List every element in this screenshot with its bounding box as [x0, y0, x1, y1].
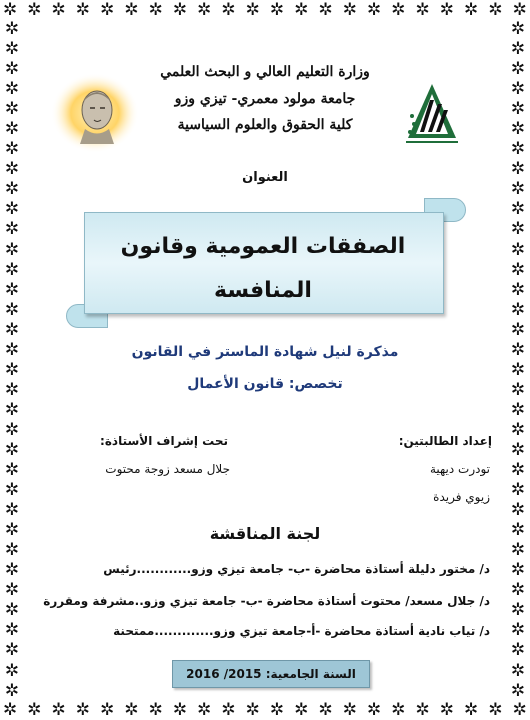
border-star-icon: ✲ — [318, 0, 333, 20]
border-star-icon: ✲ — [510, 139, 526, 160]
border-star-icon: ✲ — [51, 0, 66, 20]
border-star-icon: ✲ — [4, 139, 20, 160]
border-star-icon: ✲ — [4, 500, 20, 521]
border-star-icon: ✲ — [510, 500, 526, 521]
title-label: العنوان — [242, 170, 288, 185]
border-star-icon: ✲ — [172, 0, 188, 20]
border-star-icon: ✲ — [4, 259, 20, 280]
university-name: جامعة مولود معمري- تيزي وزو — [174, 91, 356, 107]
border-bottom — [0, 700, 530, 720]
committee-member-3: د/ تياب نادية أستاذة محاضرة -أ-جامعة تيزي وزو.............ممتحنة — [113, 624, 490, 638]
border-star-icon: ✲ — [4, 580, 20, 601]
border-star-icon: ✲ — [4, 560, 20, 581]
border-star-icon: ✲ — [510, 600, 526, 621]
border-star-icon: ✲ — [4, 219, 20, 240]
border-star-icon: ✲ — [510, 680, 526, 701]
border-star-icon: ✲ — [4, 119, 20, 140]
border-star-icon: ✲ — [512, 0, 527, 20]
border-star-icon: ✲ — [100, 700, 115, 720]
border-star-icon: ✲ — [510, 620, 526, 641]
border-star-icon: ✲ — [391, 700, 406, 720]
border-star-icon: ✲ — [197, 700, 212, 720]
border-star-icon: ✲ — [75, 0, 91, 20]
students-label: إعداد الطالبتين: — [398, 434, 492, 448]
border-star-icon: ✲ — [27, 0, 42, 20]
university-logo — [402, 80, 462, 146]
border-star-icon: ✲ — [510, 520, 526, 541]
border-star-icon: ✲ — [510, 560, 526, 581]
border-star-icon: ✲ — [4, 399, 20, 420]
border-star-icon: ✲ — [510, 19, 526, 39]
ministry-name: وزارة التعليم العالي و البحث العلمي — [160, 64, 370, 80]
border-star-icon: ✲ — [4, 520, 20, 541]
border-star-icon: ✲ — [439, 0, 455, 20]
border-star-icon: ✲ — [342, 700, 357, 720]
border-star-icon: ✲ — [488, 700, 503, 720]
border-star-icon: ✲ — [510, 339, 526, 360]
border-star-icon: ✲ — [510, 399, 526, 420]
border-top — [0, 0, 530, 20]
border-star-icon: ✲ — [366, 700, 382, 720]
border-star-icon: ✲ — [27, 700, 42, 720]
academic-year: السنة الجامعية: 2015/ 2016 — [186, 667, 356, 681]
student-name-1: تودرت ديهية — [429, 462, 490, 476]
border-star-icon: ✲ — [510, 359, 526, 380]
border-star-icon: ✲ — [510, 199, 526, 220]
border-star-icon: ✲ — [512, 700, 527, 720]
border-star-icon: ✲ — [415, 700, 430, 720]
border-star-icon: ✲ — [391, 0, 406, 20]
committee-member-1: د/ مختور دليلة أستاذة محاضرة -ب- جامعة تيزي وزو............رئيس — [103, 562, 490, 576]
border-star-icon: ✲ — [342, 0, 357, 20]
student-name-2: زيوي فريدة — [433, 490, 490, 504]
border-star-icon: ✲ — [510, 419, 526, 440]
border-star-icon: ✲ — [510, 299, 526, 320]
border-star-icon: ✲ — [4, 339, 20, 360]
border-star-icon: ✲ — [3, 0, 18, 20]
portrait-logo — [50, 72, 140, 154]
border-star-icon: ✲ — [4, 19, 20, 39]
border-star-icon: ✲ — [294, 700, 309, 720]
thesis-title-line1: الصفقات العمومية وقانون — [120, 234, 406, 259]
border-star-icon: ✲ — [366, 0, 382, 20]
border-star-icon: ✲ — [4, 319, 20, 340]
border-star-icon: ✲ — [510, 99, 526, 120]
border-star-icon: ✲ — [245, 0, 260, 20]
supervisor-name: جلال مسعد زوجة محتوت — [105, 462, 230, 476]
border-star-icon: ✲ — [510, 79, 526, 100]
border-star-icon: ✲ — [510, 119, 526, 140]
thesis-title-line2: المنافسة — [214, 278, 312, 303]
title-scroll-banner — [66, 198, 466, 328]
border-star-icon: ✲ — [294, 0, 309, 20]
border-star-icon: ✲ — [464, 700, 479, 720]
border-star-icon: ✲ — [510, 580, 526, 601]
border-star-icon: ✲ — [3, 700, 18, 720]
border-star-icon: ✲ — [4, 480, 20, 501]
border-star-icon: ✲ — [4, 660, 20, 681]
border-star-icon: ✲ — [4, 199, 20, 220]
border-star-icon: ✲ — [4, 79, 20, 100]
border-star-icon: ✲ — [439, 700, 455, 720]
border-star-icon: ✲ — [510, 379, 526, 400]
border-star-icon: ✲ — [510, 219, 526, 240]
border-left — [2, 20, 22, 700]
border-star-icon: ✲ — [4, 39, 20, 60]
border-star-icon: ✲ — [510, 480, 526, 501]
border-star-icon: ✲ — [148, 0, 163, 20]
border-star-icon: ✲ — [4, 540, 20, 561]
border-star-icon: ✲ — [510, 179, 526, 200]
border-star-icon: ✲ — [510, 319, 526, 340]
border-star-icon: ✲ — [4, 439, 20, 460]
border-star-icon: ✲ — [221, 700, 236, 720]
border-star-icon: ✲ — [4, 179, 20, 200]
border-right — [508, 20, 528, 700]
border-star-icon: ✲ — [100, 0, 115, 20]
degree-line: مذكرة لنيل شهادة الماستر في القانون — [131, 344, 399, 360]
border-star-icon: ✲ — [4, 279, 20, 300]
border-star-icon: ✲ — [148, 700, 163, 720]
border-star-icon: ✲ — [510, 460, 526, 481]
border-star-icon: ✲ — [75, 700, 91, 720]
border-star-icon: ✲ — [4, 640, 20, 661]
border-star-icon: ✲ — [51, 700, 66, 720]
border-star-icon: ✲ — [4, 600, 20, 621]
border-star-icon: ✲ — [4, 680, 20, 701]
border-star-icon: ✲ — [4, 59, 20, 80]
border-star-icon: ✲ — [488, 0, 503, 20]
border-star-icon: ✲ — [510, 540, 526, 561]
border-star-icon: ✲ — [124, 700, 139, 720]
border-star-icon: ✲ — [4, 419, 20, 440]
border-star-icon: ✲ — [4, 460, 20, 481]
committee-member-2: د/ جلال مسعد/ محتوت أستاذة محاضرة -ب- جامعة تيزي وزو..مشرفة ومقررة — [43, 594, 490, 608]
border-star-icon: ✲ — [510, 660, 526, 681]
border-star-icon: ✲ — [4, 379, 20, 400]
faculty-name: كلية الحقوق والعلوم السياسية — [177, 117, 353, 133]
border-star-icon: ✲ — [269, 0, 285, 20]
border-star-icon: ✲ — [510, 239, 526, 260]
border-star-icon: ✲ — [4, 239, 20, 260]
border-star-icon: ✲ — [510, 640, 526, 661]
border-star-icon: ✲ — [245, 700, 260, 720]
committee-title: لجنة المناقشة — [209, 524, 321, 543]
specialty-line: تخصص: قانون الأعمال — [187, 376, 343, 392]
border-star-icon: ✲ — [510, 59, 526, 80]
border-star-icon: ✲ — [124, 0, 139, 20]
border-star-icon: ✲ — [4, 359, 20, 380]
supervisor-label: تحت إشراف الأستاذة: — [100, 434, 228, 448]
border-star-icon: ✲ — [510, 439, 526, 460]
border-star-icon: ✲ — [269, 700, 285, 720]
border-star-icon: ✲ — [464, 0, 479, 20]
academic-year-box — [172, 660, 370, 688]
border-star-icon: ✲ — [510, 279, 526, 300]
border-star-icon: ✲ — [197, 0, 212, 20]
border-star-icon: ✲ — [415, 0, 430, 20]
border-star-icon: ✲ — [510, 39, 526, 60]
border-star-icon: ✲ — [510, 259, 526, 280]
border-star-icon: ✲ — [4, 99, 20, 120]
border-star-icon: ✲ — [172, 700, 188, 720]
border-star-icon: ✲ — [221, 0, 236, 20]
border-star-icon: ✲ — [4, 620, 20, 641]
border-star-icon: ✲ — [4, 299, 20, 320]
border-star-icon: ✲ — [318, 700, 333, 720]
border-star-icon: ✲ — [4, 159, 20, 180]
border-star-icon: ✲ — [510, 159, 526, 180]
